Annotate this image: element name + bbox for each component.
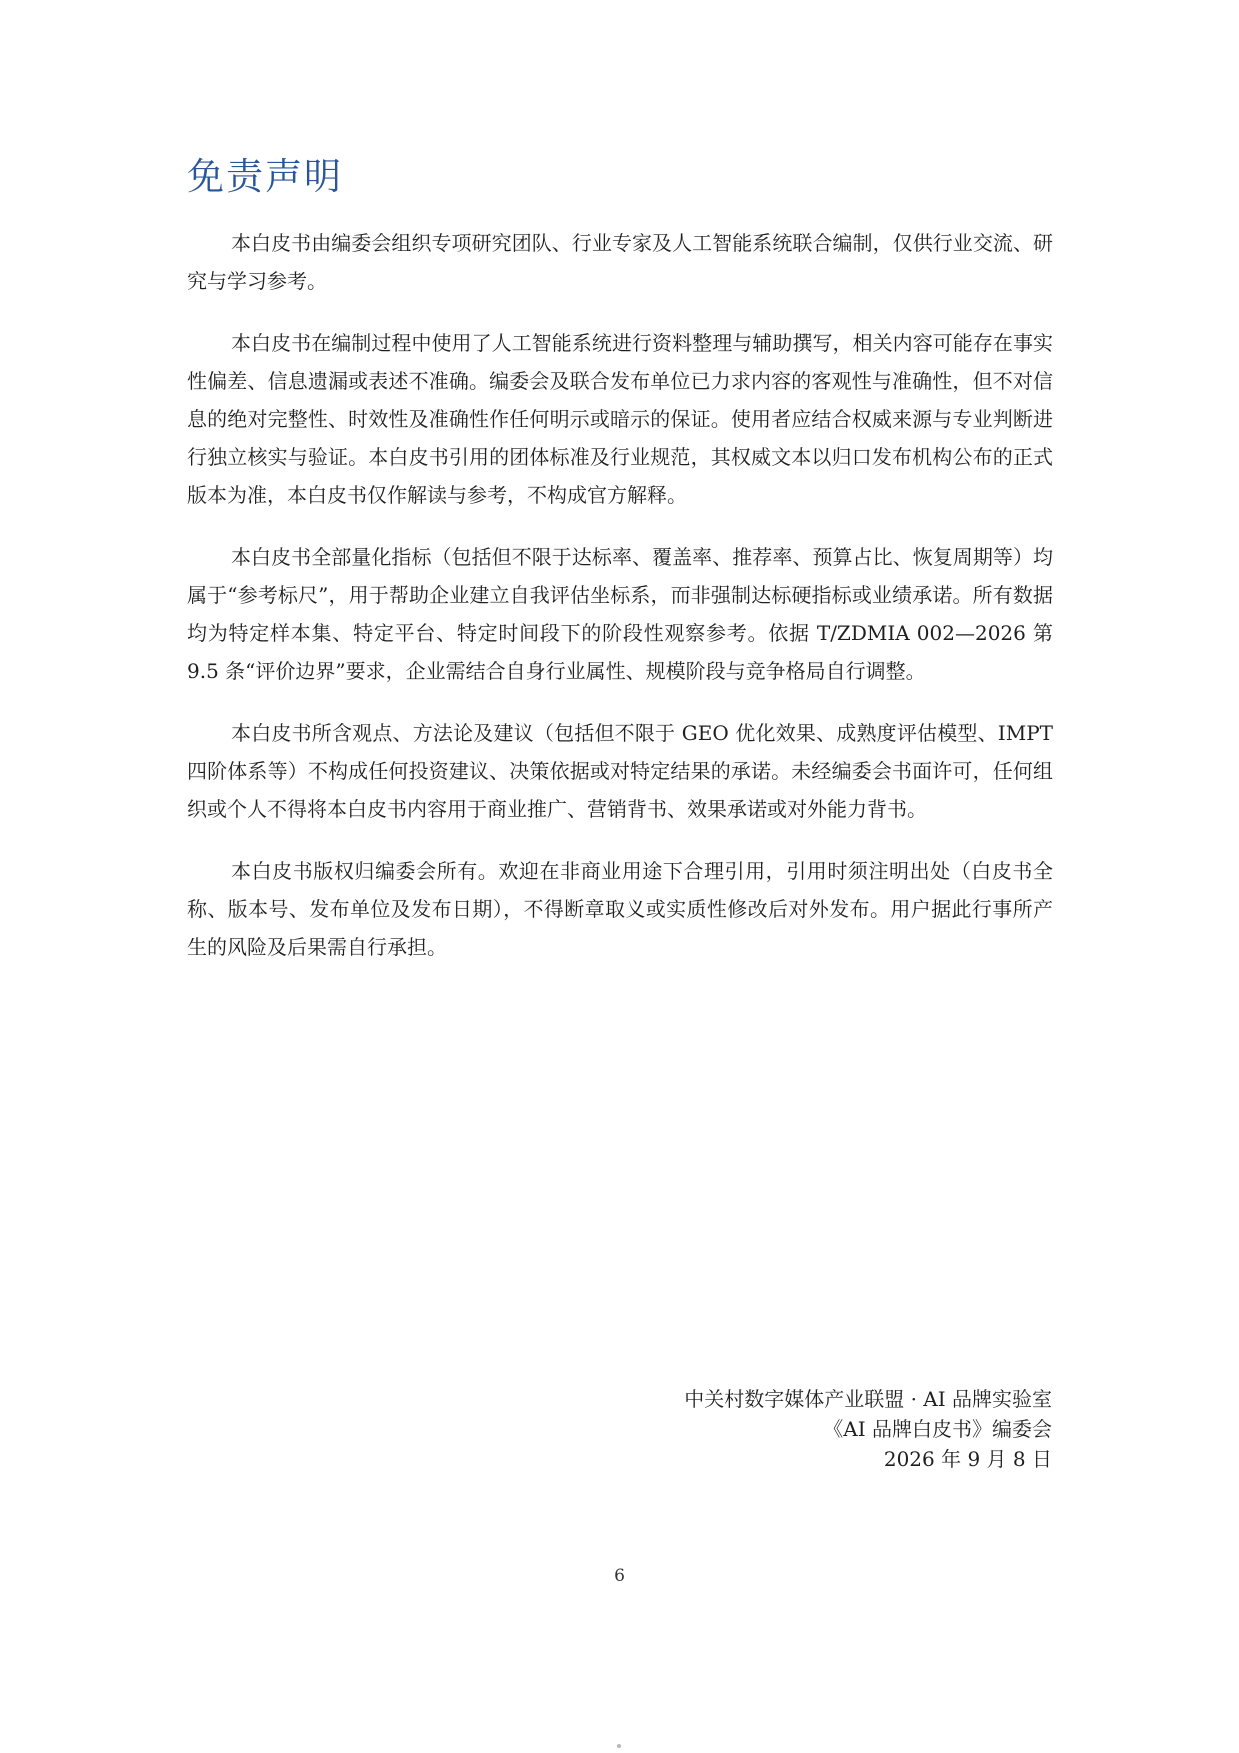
paragraph-no-advice: 本白皮书所含观点、方法论及建议（包括但不限于 GEO 优化效果、成熟度评估模型、IMPT 四阶体系等）不构成任何投资建议、决策依据或对特定结果的承诺。未经编委会书面许可，任何组织或个人不得将本白皮书内容用于商业推广、营销背书、效果承诺或对外能力背书。	[187, 721, 1053, 821]
paragraph-metrics: 本白皮书全部量化指标（包括但不限于达标率、覆盖率、推荐率、预算占比、恢复周期等）均属于“参考标尺”，用于帮助企业建立自我评估坐标系，而非强制达标硬指标或业绩承诺。所有数据均为特定样本集、特定平台、特定时间段下的阶段性观察参考。依据 T/ZDMIA 002—2026 第 9.5 条“评价边界”要求，企业需结合自身行业属性、规模阶段与竞争格局自行调整。	[187, 545, 1053, 683]
scroll-indicator-dot	[617, 1744, 621, 1748]
signature-date: 2026 年 9 月 8 日	[883, 1447, 1052, 1471]
signature-block	[684, 1384, 1052, 1474]
page-number: 6	[614, 1566, 625, 1586]
disclaimer-body	[187, 224, 1053, 990]
signature-committee: 《AI 品牌白皮书》编委会	[823, 1417, 1052, 1441]
paragraph-purpose: 本白皮书由编委会组织专项研究团队、行业专家及人工智能系统联合编制，仅供行业交流、研究与学习参考。	[187, 231, 1053, 293]
page-title: 免责声明	[187, 155, 343, 198]
paragraph-copyright: 本白皮书版权归编委会所有。欢迎在非商业用途下合理引用，引用时须注明出处（白皮书全称、版本号、发布单位及发布日期），不得断章取义或实质性修改后对外发布。用户据此行事所产生的风险及后果需自行承担。	[187, 859, 1053, 959]
paragraph-ai-usage: 本白皮书在编制过程中使用了人工智能系统进行资料整理与辅助撰写，相关内容可能存在事实性偏差、信息遗漏或表述不准确。编委会及联合发布单位已力求内容的客观性与准确性，但不对信息的绝对完整性、时效性及准确性作任何明示或暗示的保证。使用者应结合权威来源与专业判断进行独立核实与验证。本白皮书引用的团体标准及行业规范，其权威文本以归口发布机构公布的正式版本为准，本白皮书仅作解读与参考，不构成官方解释。	[187, 331, 1053, 507]
signature-organization: 中关村数字媒体产业联盟 · AI 品牌实验室	[684, 1387, 1052, 1411]
